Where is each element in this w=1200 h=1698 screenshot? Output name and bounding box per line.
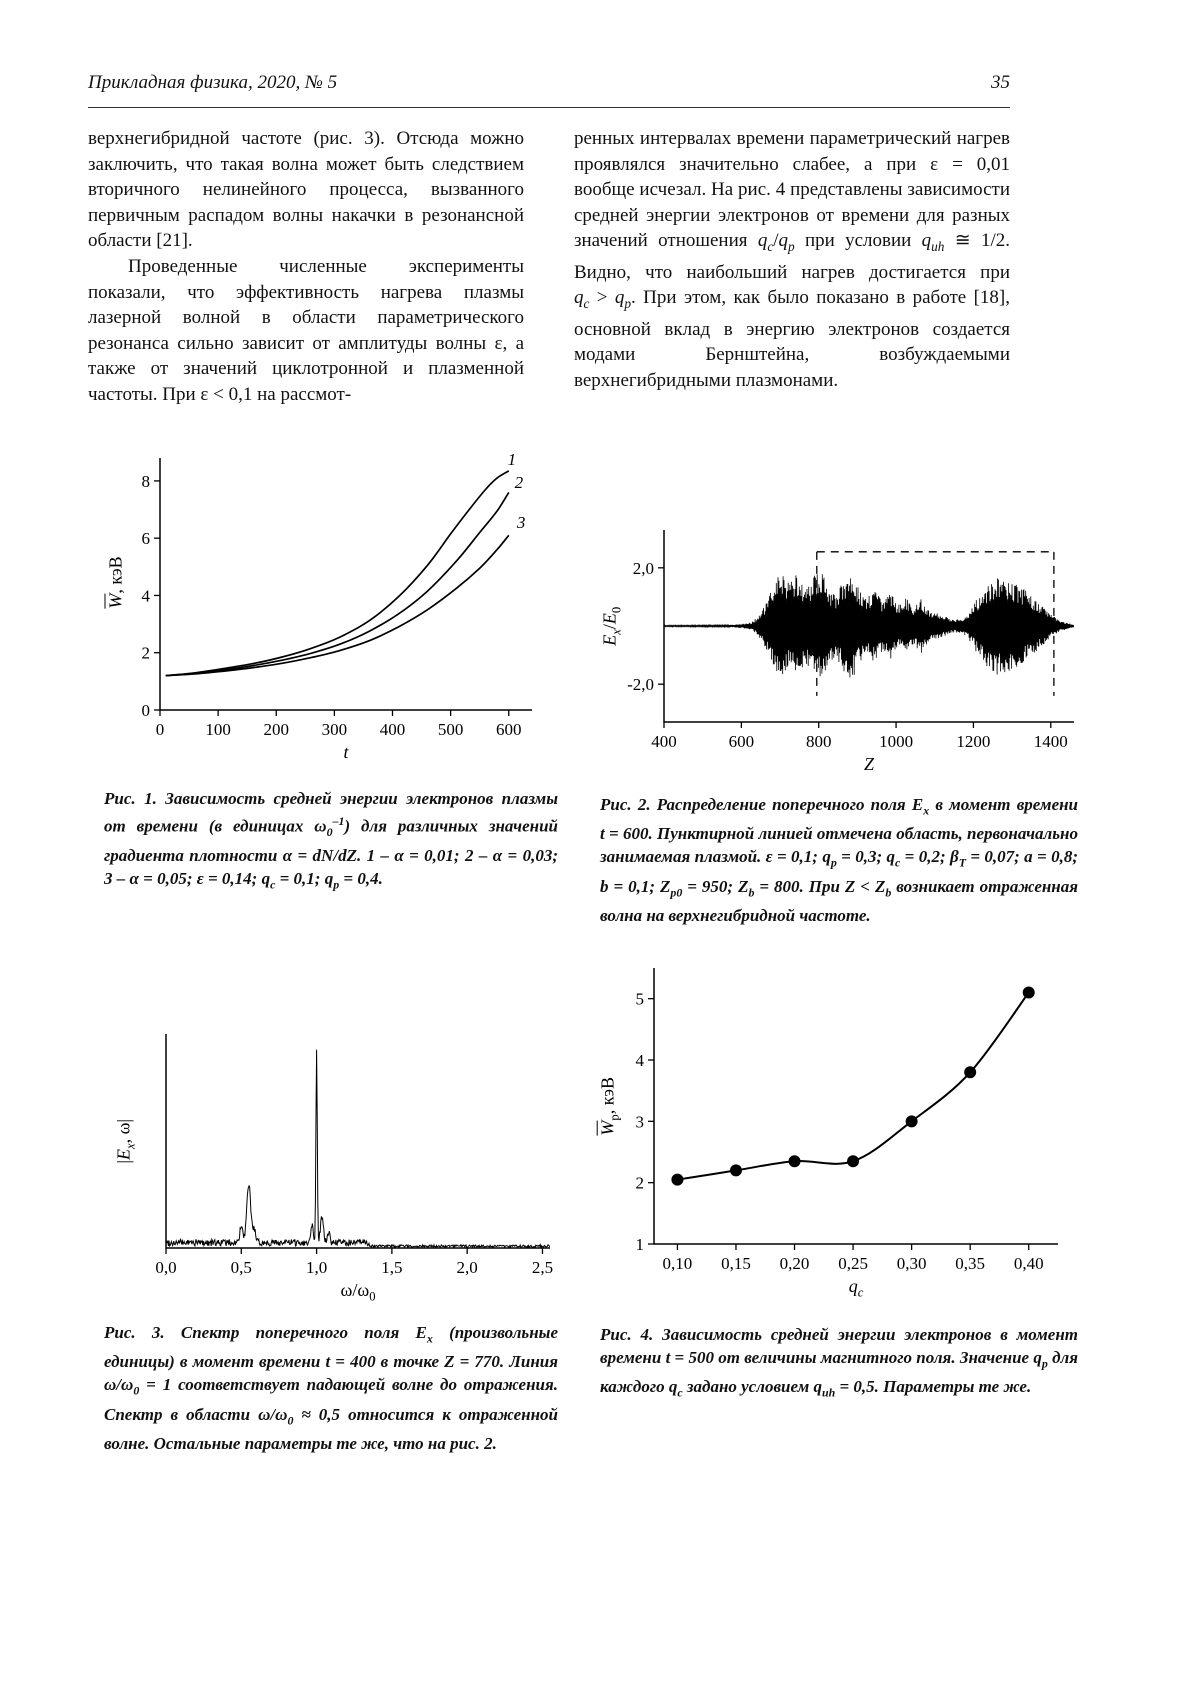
y-tick-label: -2,0 <box>627 675 654 695</box>
y-tick-label: 6 <box>141 529 150 549</box>
fig1-xlabel: t <box>343 742 349 762</box>
fig2-xlabel: Z <box>863 754 874 774</box>
curve-3 <box>166 535 509 675</box>
x-tick-label: 0,40 <box>1013 1254 1044 1273</box>
x-tick-label: 0,35 <box>955 1254 986 1273</box>
x-tick-label: 400 <box>651 732 677 751</box>
figure-1-caption: Рис. 1. Зависимость средней энергии электронов плазмы от времени (в единицах $\omega_0^{-1}$) для различных значений градиента плотности α = dN/dZ. 1 – α = 0,01; 2 – α = 0,03; 3 – α = 0,05; ε = 0,14; $q_c = 0,1$; $q_p = 0,4$. <box>104 789 558 892</box>
page-header <box>88 72 1010 108</box>
fig1-ylabel: $\overline{W}$, кэВ <box>105 556 126 609</box>
x-tick-label: 0,5 <box>230 1258 252 1277</box>
fig2-plot <box>592 518 1086 776</box>
right-text-column <box>574 126 1010 394</box>
x-tick-label: 0,25 <box>838 1254 868 1273</box>
waveform-trace <box>664 574 1074 677</box>
axes <box>166 1034 550 1248</box>
y-tick-label: 0 <box>141 701 150 720</box>
x-tick-label: 1000 <box>879 732 914 751</box>
y-tick-label: 8 <box>141 471 150 491</box>
data-point <box>847 1155 859 1167</box>
fig3-ylabel: $|E_x$, ω| <box>113 1118 138 1164</box>
y-tick-label: 1 <box>635 1235 644 1254</box>
figure-4-caption: Рис. 4. Зависимость средней энергии электронов в момент времени t = 500 от величины магнитного поля. Значение $q_p$ для каждого $q_c$ задано условием $q_{uh} = 0,5$. Параметры те же. <box>600 1325 1078 1400</box>
data-point <box>964 1066 976 1078</box>
trend-line <box>677 993 1028 1180</box>
figure-2 <box>592 518 1086 927</box>
left-text-column <box>88 126 524 408</box>
figure-2-caption: Рис. 2. Распределение поперечного поля $E_x$ в момент времени t = 600. Пунктирной линией отмечена область, первоначально занимаемая плазмой. ε = 0,1; $q_p = 0,3$; $q_c = 0,2$; $\beta_T = 0,07$; a = 0,8; b = 0,1; $Z_{p0} = 950$; $Z_b = 800$. При $Z < Z_b$ возникает отраженная волна на верхнегибридной частоте. <box>600 795 1079 926</box>
figure-3 <box>96 1020 566 1455</box>
x-tick-label: 2,0 <box>456 1258 478 1277</box>
paragraph-continuation: верхнегибридной частоте (рис. 3). Отсюда можно заключить, что такая волна может быть следствием вторичного нелинейного процесса, вызванного первичным распадом волны накачки в резонансной области [21]. <box>88 128 524 252</box>
figure-3-chart <box>96 1020 566 1309</box>
page-number: 35 <box>991 72 1010 93</box>
data-point <box>789 1155 801 1167</box>
y-tick-label: 2 <box>635 1173 644 1193</box>
x-tick-label: 0,10 <box>662 1254 693 1273</box>
x-tick-label: 800 <box>805 732 832 751</box>
y-tick-label: 4 <box>141 586 150 606</box>
curve-label-3: 3 <box>516 513 526 533</box>
x-tick-label: 200 <box>263 720 289 739</box>
y-tick-label: 2 <box>141 643 150 663</box>
spectrum-trace <box>166 1050 550 1248</box>
figure-4 <box>592 950 1086 1405</box>
x-tick-label: 500 <box>437 720 464 739</box>
x-tick-label: 1400 <box>1033 732 1068 751</box>
x-tick-label: 0,15 <box>721 1254 751 1273</box>
y-tick-label: 2,0 <box>632 558 654 578</box>
data-point <box>671 1174 683 1186</box>
data-point <box>1023 987 1035 999</box>
x-tick-label: 300 <box>321 720 348 739</box>
x-tick-label: 1200 <box>956 732 991 751</box>
figure-1 <box>96 440 566 896</box>
y-tick-label: 4 <box>635 1051 644 1070</box>
fig4-xlabel: $q_c$ <box>848 1276 864 1300</box>
x-tick-label: 1,5 <box>381 1258 403 1277</box>
journal-title: Прикладная физика, 2020, № 5 <box>88 72 338 93</box>
paragraph-continuation: ренных интервалах времени параметрический нагрев проявлялся значительно слабее, а при ε = 0,01 вообще исчезал. На рис. 4 представлены зависимости средней энергии электронов от времени для разных значений отношения $q_c/q_p$ при условии $q_{uh}$ ≅ 1/2. Видно, что наибольший нагрев достигается при $q_c > q_p$. При этом, как было показано в работе [18], основной вклад в энергию электронов создается модами Бернштейна, возбуждаемыми верхнегибридными плазмонами. <box>574 128 1010 391</box>
x-tick-label: 100 <box>205 720 231 739</box>
fig3-plot <box>96 1020 566 1304</box>
data-point <box>730 1164 742 1176</box>
curve-label-2: 2 <box>514 473 524 493</box>
curve-label-1: 1 <box>507 450 517 470</box>
x-tick-label: 400 <box>379 720 406 739</box>
fig3-xlabel: $\omega/\omega_0$ <box>340 1280 376 1304</box>
y-tick-label: 3 <box>635 1112 644 1132</box>
x-tick-label: 0,20 <box>779 1254 810 1273</box>
x-tick-label: 600 <box>728 732 755 751</box>
x-tick-label: 0,30 <box>896 1254 927 1273</box>
curve-2 <box>166 492 509 675</box>
y-tick-label: 5 <box>635 989 644 1009</box>
fig4-ylabel: $\overline{W}_p$, кэВ <box>597 1077 622 1136</box>
figure-2-chart <box>592 518 1086 781</box>
paragraph: Проведенные численные эксперименты показали, что эффективность нагрева плазмы лазерной волной в области параметрического резонанса сильно зависит от амплитуды волны ε, а также от значений циклотронной и плазменной частоты. При ε < 0,1 на рассмот- <box>88 255 524 405</box>
x-tick-label: 2,5 <box>531 1258 554 1277</box>
fig4-plot <box>592 950 1086 1306</box>
fig1-plot <box>96 440 566 770</box>
axes <box>654 968 1058 1244</box>
fig2-ylabel: $E_x/E_0$ <box>599 606 624 646</box>
x-tick-label: 0,0 <box>155 1258 177 1277</box>
figure-3-caption: Рис. 3. Спектр поперечного поля $E_x$ (произвольные единицы) в момент времени t = 400 в точке Z = 770. Линия $\omega/\omega_0 = 1$ соответствует падающей волне до отражения. Спектр в области $\omega/\omega_0 \approx 0,5$ относится к отраженной волне. Остальные параметры те же, что на рис. 2. <box>104 1323 558 1454</box>
x-tick-label: 600 <box>496 720 522 739</box>
figure-4-chart <box>592 950 1086 1311</box>
data-point <box>906 1115 918 1127</box>
x-tick-label: 0 <box>155 720 165 739</box>
x-tick-label: 1,0 <box>305 1258 328 1277</box>
figure-1-chart <box>96 440 566 775</box>
